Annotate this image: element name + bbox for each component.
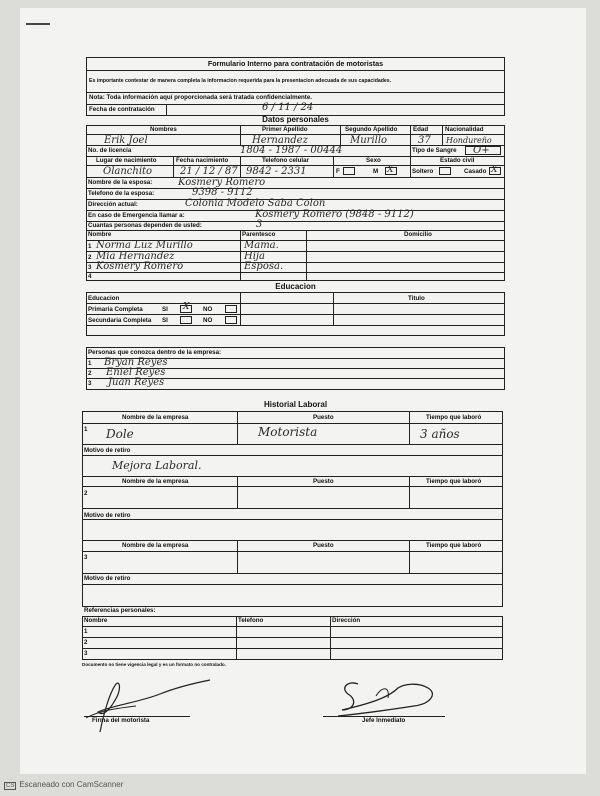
puesto-value: Motorista	[258, 425, 318, 439]
form-title: Formulario Interno para contratación de motoristas	[207, 59, 384, 68]
soltero-checkbox[interactable]	[439, 167, 451, 175]
direccion-value: Colonia Modelo Saba Colon	[185, 198, 326, 209]
emergencia-label: En caso de Emergencia llamar a:	[88, 212, 185, 219]
sexo-f-checkbox[interactable]	[343, 167, 355, 175]
primer-apellido-label: Primer Apellido	[262, 126, 308, 133]
edad-label: Edad	[413, 126, 429, 133]
scan-mark	[26, 23, 50, 25]
scanner-watermark	[4, 780, 123, 790]
primaria-si-mark: X	[183, 302, 190, 312]
primaria-no-label: NO	[203, 306, 213, 313]
firma-motorista-label: Firma del motorista	[92, 717, 150, 724]
ref-direccion-label: Dirección	[332, 617, 361, 624]
nombres-value: Erik Joel	[104, 135, 148, 146]
fecha-nacimiento-label: Fecha nacimiento	[176, 157, 229, 164]
empresa-value: Dole	[106, 427, 134, 441]
secundaria-si-checkbox[interactable]	[180, 316, 192, 324]
nacionalidad-value: Hondureño	[446, 136, 492, 145]
ref-nombre-label: Nombre	[84, 617, 108, 624]
entry-num: 3	[84, 554, 88, 561]
tipo-sangre-value: O+	[473, 145, 490, 156]
puesto-label: Puesto	[313, 478, 334, 485]
fecha-nacimiento-value: 21 / 12 / 87	[180, 166, 238, 177]
dep-parentesco-value: Esposa.	[244, 261, 284, 272]
entry-num: 1	[84, 426, 88, 433]
conocido-nombre: Bryan Reyes	[104, 357, 168, 368]
puesto-label: Puesto	[313, 542, 334, 549]
segundo-apellido-label: Segundo Apellido	[345, 126, 398, 133]
lugar-nacimiento-value: Olanchito	[103, 166, 153, 177]
tiempo-label: Tiempo que laboró	[426, 542, 482, 549]
dep-nombre-value: Kosmery Romero	[96, 261, 184, 272]
edad-value: 37	[418, 135, 431, 146]
secundaria-si-label: SI	[162, 317, 168, 324]
datos-personales-heading: Datos personales	[262, 115, 329, 124]
fecha-contratacion-label: Fecha de contratación	[89, 106, 155, 113]
tiempo-value: 3 años	[420, 427, 460, 441]
dep-nombre-value: Mia Hernandez	[96, 251, 175, 262]
tiempo-label: Tiempo que laboró	[426, 414, 482, 421]
direccion-label: Dirección actual:	[88, 201, 138, 208]
dep-row-num: 3	[88, 264, 92, 271]
referencias-label: Referencias personales:	[84, 607, 156, 614]
conocidos-label: Personas que conozca dentro de la empresa:	[88, 349, 222, 356]
conocido-num: 3	[88, 380, 92, 387]
telefono-celular-value: 9842 - 2331	[246, 166, 307, 177]
dep-nombre-label: Nombre	[88, 231, 112, 238]
casado-mark: X	[491, 165, 498, 175]
motivo-label: Motivo de retiro	[84, 512, 131, 519]
nombre-esposa-value: Kosmery Romero	[178, 177, 266, 188]
entry-num: 2	[84, 490, 88, 497]
dep-nombre-value: Norma Luz Murillo	[96, 240, 193, 251]
primaria-no-checkbox[interactable]	[225, 305, 237, 313]
fecha-contratacion-value: 6 / 11 / 24	[262, 102, 314, 113]
form-intro: Es importante contestar de manera completa la informacion requerida para la presentacion adecuada de sus capacidades.	[89, 78, 392, 84]
dep-row-num: 2	[88, 254, 92, 261]
dep-domicilio-label: Domicilio	[404, 231, 432, 238]
dep-parentesco-value: Mama.	[244, 240, 279, 251]
emergencia-value: Kosmery Romero (9848 - 9112)	[255, 209, 414, 220]
estado-civil-label: Estado civil	[440, 157, 475, 164]
dep-row-num: 4	[88, 273, 92, 280]
camscanner-icon: CS	[6, 783, 15, 789]
conocido-nombre: Juan Reyes	[108, 377, 165, 388]
sexo-f-label: F	[336, 168, 340, 175]
ref-row-num: 3	[84, 650, 88, 657]
nombres-label: Nombres	[150, 126, 177, 133]
puesto-label: Puesto	[313, 414, 334, 421]
dependen-value: 3	[256, 219, 263, 230]
referencias-box	[82, 616, 503, 660]
motorista-signature	[80, 672, 220, 738]
lugar-nacimiento-label: Lugar de nacimiento	[96, 157, 157, 164]
titulo-label: Titulo	[408, 295, 425, 302]
primaria-label: Primaria Completa	[88, 306, 143, 313]
jefe-inmediato-label: Jefe Inmediato	[362, 717, 406, 724]
secundaria-label: Secundaria Completa	[88, 317, 152, 324]
primer-apellido-value: Hernandez	[252, 135, 308, 146]
conocido-nombre: Eniel Reyes	[106, 367, 166, 378]
conocido-num: 1	[88, 360, 92, 367]
sexo-m-mark: X	[387, 165, 394, 175]
dep-row-num: 1	[88, 243, 92, 250]
empresa-label: Nombre de la empresa	[122, 414, 189, 421]
confidential-note: Nota: Toda información aquí proporcionada será tratada confidencialmente.	[89, 94, 313, 101]
dependen-label: Cuantas personas dependen de usted:	[88, 222, 202, 229]
telefono-esposa-label: Telefono de la esposa:	[88, 190, 155, 197]
secundaria-no-label: NO	[203, 317, 213, 324]
ref-telefono-label: Telefono	[238, 617, 264, 624]
telefono-celular-label: Telefono celular	[262, 157, 309, 164]
tiempo-label: Tiempo que laboró	[426, 478, 482, 485]
conocido-num: 2	[88, 370, 92, 377]
motivo-label: Motivo de retiro	[84, 575, 131, 582]
casado-label: Casado	[464, 168, 487, 175]
disclaimer: Documento no tiene vigencia legal y es un formato no contralado.	[82, 662, 226, 667]
sexo-m-label: M	[373, 168, 379, 175]
nacionalidad-label: Nacionalidad	[445, 126, 484, 133]
tipo-sangre-label: Tipo de Sangre	[412, 147, 457, 154]
nombre-esposa-label: Nombre de la esposa:	[88, 179, 153, 186]
licencia-value: 1804 - 1987 - 00444	[240, 145, 343, 156]
historial-heading: Historial Laboral	[263, 400, 328, 409]
segundo-apellido-value: Murillo	[350, 135, 388, 146]
motivo-value: Mejora Laboral.	[112, 459, 202, 472]
telefono-esposa-value: 9398 - 9112	[192, 187, 253, 198]
empresa-label: Nombre de la empresa	[122, 542, 189, 549]
ref-row-num: 1	[84, 628, 88, 635]
ref-row-num: 2	[84, 639, 88, 646]
dep-parentesco-label: Parentesco	[242, 231, 276, 238]
educacion-col-label: Educacion	[88, 295, 120, 302]
empresa-label: Nombre de la empresa	[122, 478, 189, 485]
sexo-label: Sexo	[366, 157, 381, 164]
soltero-label: Soltero	[412, 168, 434, 175]
jefe-signature	[318, 674, 448, 720]
motivo-label: Motivo de retiro	[84, 447, 131, 454]
primaria-si-label: SI	[162, 306, 168, 313]
licencia-label: No. de licencia	[88, 147, 132, 154]
dep-parentesco-value: Hija	[244, 251, 265, 262]
scanner-text: Escaneado con CamScanner	[19, 780, 124, 789]
educacion-heading: Educacion	[275, 282, 316, 291]
secundaria-no-checkbox[interactable]	[225, 316, 237, 324]
